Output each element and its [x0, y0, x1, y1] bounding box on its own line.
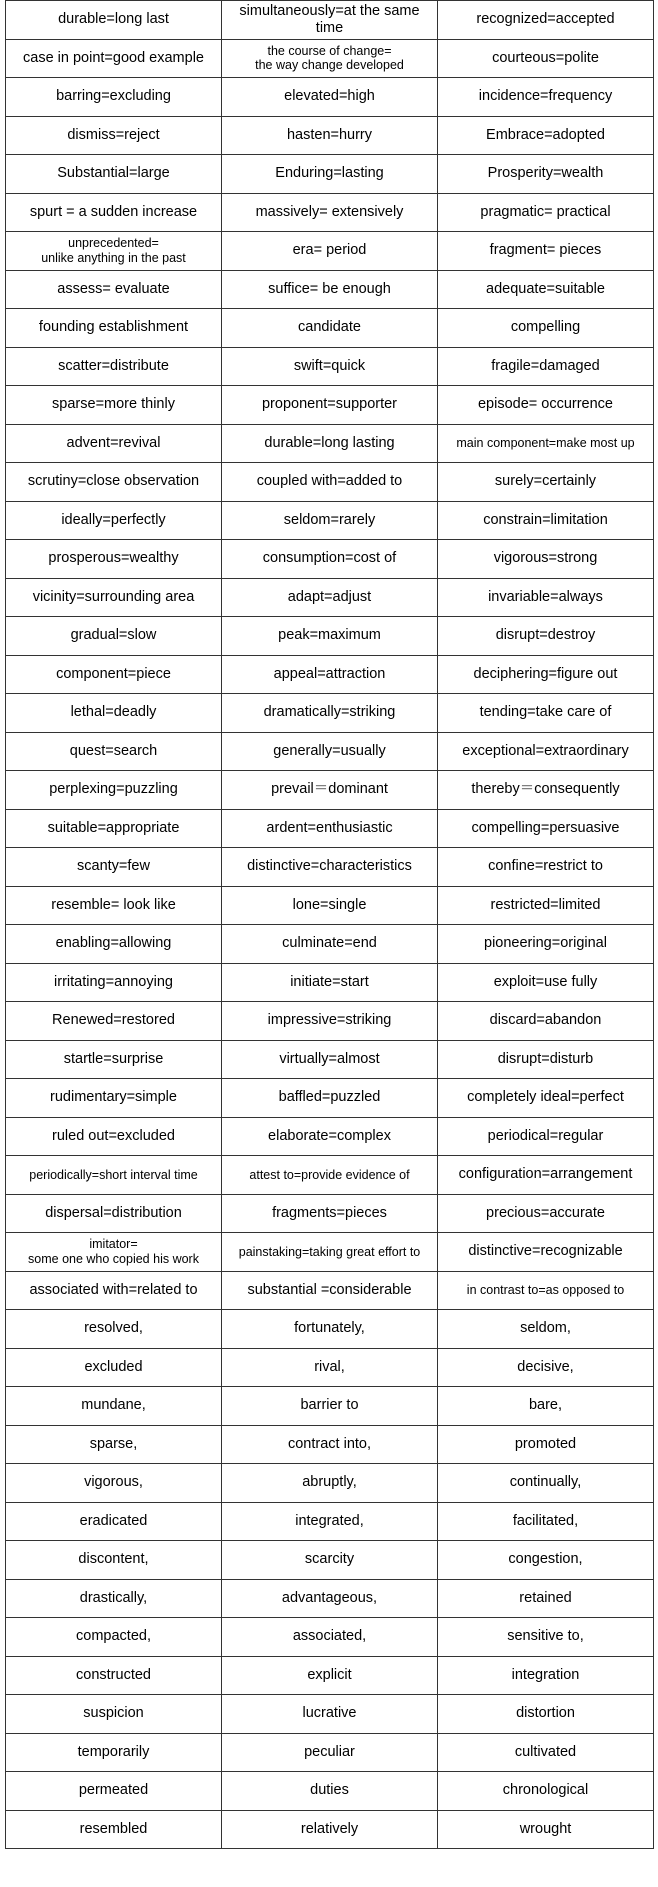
table-cell: scatter=distribute	[6, 347, 222, 386]
table-cell: vigorous=strong	[438, 540, 654, 579]
table-row	[6, 1310, 654, 1349]
table-cell: prevail＝dominant	[222, 771, 438, 810]
table-cell: relatively	[222, 1810, 438, 1849]
table-cell: thereby＝consequently	[438, 771, 654, 810]
table-cell: Enduring=lasting	[222, 155, 438, 194]
table-cell: swift=quick	[222, 347, 438, 386]
table-cell: continually,	[438, 1464, 654, 1503]
table-cell: fragments=pieces	[222, 1194, 438, 1233]
table-row	[6, 1733, 654, 1772]
table-row	[6, 848, 654, 887]
table-cell: barrier to	[222, 1387, 438, 1426]
table-cell: chronological	[438, 1772, 654, 1811]
table-cell: adapt=adjust	[222, 578, 438, 617]
table-row	[6, 155, 654, 194]
table-row	[6, 886, 654, 925]
table-cell: invariable=always	[438, 578, 654, 617]
table-row	[6, 386, 654, 425]
table-cell: unprecedented= unlike anything in the past	[6, 232, 222, 271]
table-row	[6, 232, 654, 271]
table-cell: constrain=limitation	[438, 501, 654, 540]
table-row	[6, 1348, 654, 1387]
table-cell: durable=long lasting	[222, 424, 438, 463]
table-cell: decisive,	[438, 1348, 654, 1387]
table-cell: elaborate=complex	[222, 1117, 438, 1156]
table-row	[6, 1, 654, 40]
table-cell: sensitive to,	[438, 1618, 654, 1657]
table-cell: coupled with=added to	[222, 463, 438, 502]
table-cell: massively= extensively	[222, 193, 438, 232]
table-row	[6, 617, 654, 656]
table-cell: adequate=suitable	[438, 270, 654, 309]
table-cell: facilitated,	[438, 1502, 654, 1541]
table-cell: rival,	[222, 1348, 438, 1387]
table-cell: fragile=damaged	[438, 347, 654, 386]
table-cell: permeated	[6, 1772, 222, 1811]
table-cell: suitable=appropriate	[6, 809, 222, 848]
table-cell: virtually=almost	[222, 1040, 438, 1079]
table-cell: wrought	[438, 1810, 654, 1849]
table-cell: disrupt=disturb	[438, 1040, 654, 1079]
table-cell: spurt = a sudden increase	[6, 193, 222, 232]
table-cell: Substantial=large	[6, 155, 222, 194]
table-cell: pioneering=original	[438, 925, 654, 964]
table-row	[6, 116, 654, 155]
table-row	[6, 578, 654, 617]
table-cell: disrupt=destroy	[438, 617, 654, 656]
table-row	[6, 78, 654, 117]
table-cell: sparse,	[6, 1425, 222, 1464]
table-row	[6, 1040, 654, 1079]
table-cell: deciphering=figure out	[438, 655, 654, 694]
table-cell: hasten=hurry	[222, 116, 438, 155]
table-cell: scarcity	[222, 1541, 438, 1580]
table-cell: lethal=deadly	[6, 694, 222, 733]
table-row	[6, 1810, 654, 1849]
table-cell: generally=usually	[222, 732, 438, 771]
table-cell: elevated=high	[222, 78, 438, 117]
table-cell: confine=restrict to	[438, 848, 654, 887]
table-cell: ideally=perfectly	[6, 501, 222, 540]
table-cell: seldom=rarely	[222, 501, 438, 540]
table-row	[6, 501, 654, 540]
table-cell: component=piece	[6, 655, 222, 694]
table-row	[6, 1387, 654, 1426]
table-cell: constructed	[6, 1656, 222, 1695]
table-cell: bare,	[438, 1387, 654, 1426]
table-row	[6, 270, 654, 309]
table-cell: irritating=annoying	[6, 963, 222, 1002]
table-cell: ruled out=excluded	[6, 1117, 222, 1156]
table-row	[6, 1579, 654, 1618]
table-cell: compelling	[438, 309, 654, 348]
table-row	[6, 1117, 654, 1156]
table-cell: rudimentary=simple	[6, 1079, 222, 1118]
table-cell: Prosperity=wealth	[438, 155, 654, 194]
table-cell: discontent,	[6, 1541, 222, 1580]
table-cell: lone=single	[222, 886, 438, 925]
table-row	[6, 1194, 654, 1233]
table-cell: barring=excluding	[6, 78, 222, 117]
table-cell: surely=certainly	[438, 463, 654, 502]
table-cell: scanty=few	[6, 848, 222, 887]
table-cell: lucrative	[222, 1695, 438, 1734]
table-cell: exploit=use fully	[438, 963, 654, 1002]
table-row	[6, 1271, 654, 1310]
table-cell: compacted,	[6, 1618, 222, 1657]
table-cell: fragment= pieces	[438, 232, 654, 271]
table-cell: attest to=provide evidence of	[222, 1156, 438, 1195]
vocabulary-table-body	[6, 1, 654, 1849]
table-cell: case in point=good example	[6, 39, 222, 78]
table-cell: cultivated	[438, 1733, 654, 1772]
table-row	[6, 1079, 654, 1118]
table-cell: Renewed=restored	[6, 1002, 222, 1041]
table-cell: enabling=allowing	[6, 925, 222, 964]
table-cell: startle=surprise	[6, 1040, 222, 1079]
table-cell: simultaneously=at the same time	[222, 1, 438, 40]
table-cell: vigorous,	[6, 1464, 222, 1503]
table-cell: vicinity=surrounding area	[6, 578, 222, 617]
table-cell: suffice= be enough	[222, 270, 438, 309]
table-cell: substantial =considerable	[222, 1271, 438, 1310]
table-cell: founding establishment	[6, 309, 222, 348]
table-cell: episode= occurrence	[438, 386, 654, 425]
table-cell: proponent=supporter	[222, 386, 438, 425]
table-cell: promoted	[438, 1425, 654, 1464]
table-cell: precious=accurate	[438, 1194, 654, 1233]
table-cell: quest=search	[6, 732, 222, 771]
table-row	[6, 463, 654, 502]
table-cell: compelling=persuasive	[438, 809, 654, 848]
table-row	[6, 1002, 654, 1041]
table-cell: discard=abandon	[438, 1002, 654, 1041]
table-cell: seldom,	[438, 1310, 654, 1349]
table-cell: exceptional=extraordinary	[438, 732, 654, 771]
table-row	[6, 694, 654, 733]
table-cell: configuration=arrangement	[438, 1156, 654, 1195]
table-cell: Embrace=adopted	[438, 116, 654, 155]
table-cell: sparse=more thinly	[6, 386, 222, 425]
table-cell: excluded	[6, 1348, 222, 1387]
table-cell: impressive=striking	[222, 1002, 438, 1041]
table-cell: congestion,	[438, 1541, 654, 1580]
table-row	[6, 771, 654, 810]
table-row	[6, 963, 654, 1002]
table-cell: associated,	[222, 1618, 438, 1657]
table-cell: distinctive=recognizable	[438, 1233, 654, 1272]
table-row	[6, 809, 654, 848]
table-row	[6, 540, 654, 579]
table-cell: retained	[438, 1579, 654, 1618]
table-row	[6, 1156, 654, 1195]
table-cell: suspicion	[6, 1695, 222, 1734]
table-cell: imitator= some one who copied his work	[6, 1233, 222, 1272]
table-row	[6, 347, 654, 386]
table-row	[6, 1502, 654, 1541]
table-cell: dramatically=striking	[222, 694, 438, 733]
table-cell: scrutiny=close observation	[6, 463, 222, 502]
table-cell: advent=revival	[6, 424, 222, 463]
table-cell: fortunately,	[222, 1310, 438, 1349]
table-cell: resembled	[6, 1810, 222, 1849]
table-cell: advantageous,	[222, 1579, 438, 1618]
table-cell: integration	[438, 1656, 654, 1695]
table-cell: candidate	[222, 309, 438, 348]
table-cell: appeal=attraction	[222, 655, 438, 694]
table-cell: perplexing=puzzling	[6, 771, 222, 810]
table-cell: eradicated	[6, 1502, 222, 1541]
table-row	[6, 1618, 654, 1657]
table-cell: integrated,	[222, 1502, 438, 1541]
table-cell: dismiss=reject	[6, 116, 222, 155]
table-cell: ardent=enthusiastic	[222, 809, 438, 848]
table-cell: temporarily	[6, 1733, 222, 1772]
table-cell: drastically,	[6, 1579, 222, 1618]
table-cell: resemble= look like	[6, 886, 222, 925]
table-row	[6, 1656, 654, 1695]
table-row	[6, 732, 654, 771]
table-cell: baffled=puzzled	[222, 1079, 438, 1118]
table-cell: abruptly,	[222, 1464, 438, 1503]
table-cell: associated with=related to	[6, 1271, 222, 1310]
table-cell: recognized=accepted	[438, 1, 654, 40]
table-row	[6, 193, 654, 232]
table-cell: incidence=frequency	[438, 78, 654, 117]
table-row	[6, 1425, 654, 1464]
table-cell: courteous=polite	[438, 39, 654, 78]
table-cell: explicit	[222, 1656, 438, 1695]
table-row	[6, 1695, 654, 1734]
table-cell: contract into,	[222, 1425, 438, 1464]
table-cell: culminate=end	[222, 925, 438, 964]
table-cell: restricted=limited	[438, 886, 654, 925]
table-cell: era= period	[222, 232, 438, 271]
table-cell: duties	[222, 1772, 438, 1811]
table-cell: periodically=short interval time	[6, 1156, 222, 1195]
table-row	[6, 309, 654, 348]
table-cell: mundane,	[6, 1387, 222, 1426]
table-cell: durable=long last	[6, 1, 222, 40]
table-cell: gradual=slow	[6, 617, 222, 656]
table-row	[6, 424, 654, 463]
table-cell: consumption=cost of	[222, 540, 438, 579]
table-cell: initiate=start	[222, 963, 438, 1002]
table-cell: the course of change= the way change developed	[222, 39, 438, 78]
table-cell: painstaking=taking great effort to	[222, 1233, 438, 1272]
table-cell: dispersal=distribution	[6, 1194, 222, 1233]
table-cell: assess= evaluate	[6, 270, 222, 309]
table-cell: distinctive=characteristics	[222, 848, 438, 887]
table-cell: in contrast to=as opposed to	[438, 1271, 654, 1310]
table-cell: main component=make most up	[438, 424, 654, 463]
table-cell: distortion	[438, 1695, 654, 1734]
table-row	[6, 1233, 654, 1272]
vocabulary-table	[5, 0, 654, 1849]
table-cell: completely ideal=perfect	[438, 1079, 654, 1118]
table-cell: tending=take care of	[438, 694, 654, 733]
table-row	[6, 1464, 654, 1503]
table-cell: resolved,	[6, 1310, 222, 1349]
table-cell: periodical=regular	[438, 1117, 654, 1156]
table-row	[6, 1541, 654, 1580]
table-cell: prosperous=wealthy	[6, 540, 222, 579]
table-cell: peculiar	[222, 1733, 438, 1772]
table-row	[6, 655, 654, 694]
table-row	[6, 925, 654, 964]
table-row	[6, 1772, 654, 1811]
table-row	[6, 39, 654, 78]
table-cell: pragmatic= practical	[438, 193, 654, 232]
table-cell: peak=maximum	[222, 617, 438, 656]
